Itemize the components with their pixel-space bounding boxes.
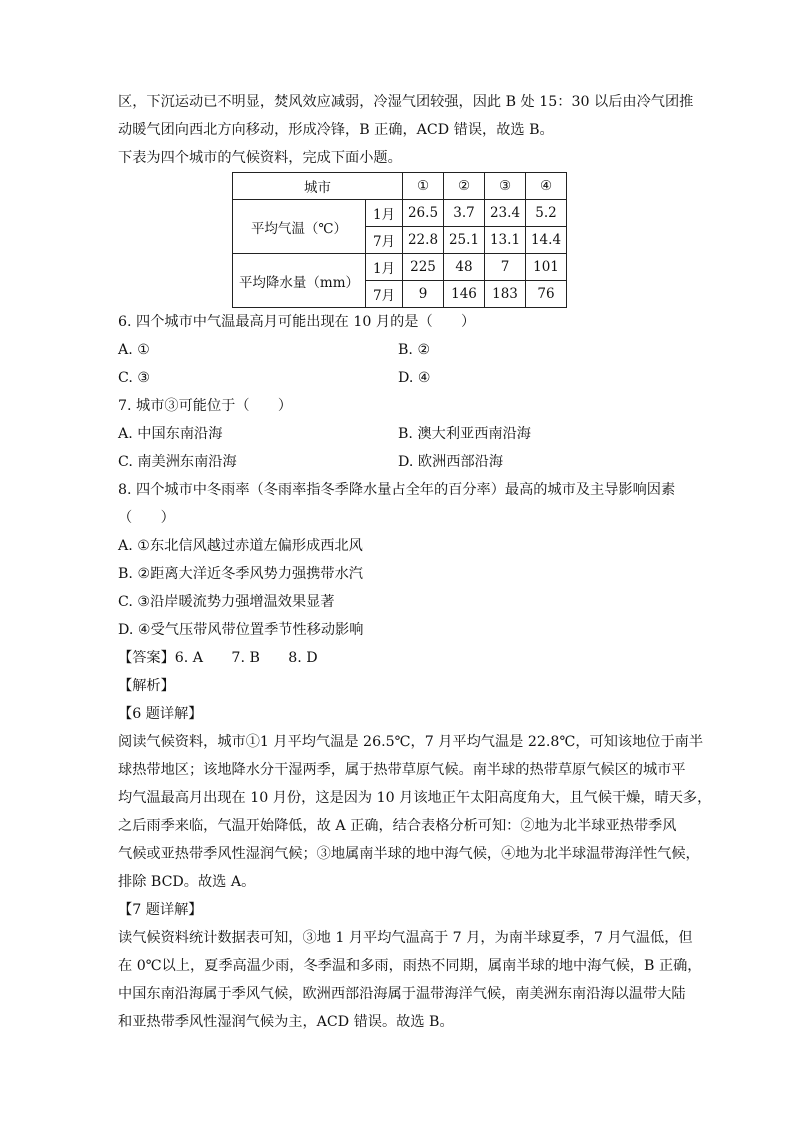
month-jul: 7月 <box>366 281 403 308</box>
option-d: D. ④ <box>398 370 431 386</box>
question-6-options-row-2 <box>118 364 678 392</box>
option-b: B. ②距离大洋近冬季风势力强携带水汽 <box>118 566 363 582</box>
analysis-label: 【解析】 <box>118 678 175 694</box>
table-cell: 5.2 <box>526 200 567 227</box>
answer-line: 【答案】6. A 7. B 8. D <box>118 650 318 666</box>
question-8-blank: （ ） <box>118 510 175 526</box>
option-c: C. 南美洲东南沿海 <box>118 454 237 470</box>
q6-detail-line: 球热带地区；该地降水分干湿两季，属于热带草原气候。南半球的热带草原气候区的城市平 <box>118 762 686 778</box>
q7-detail-line: 中国东南沿海属于季风气候，欧洲西部沿海属于温带海洋气候，南美洲东南沿海以温带大陆 <box>118 986 686 1002</box>
option-d: D. ④受气压带风带位置季节性移动影响 <box>118 622 364 638</box>
table-cell: 23.4 <box>485 200 526 227</box>
table-cell: 9 <box>403 281 444 308</box>
intro-line-2: 动暖气团向西北方向移动，形成冷锋，B 正确，ACD 错误，故选 B。 <box>118 122 554 138</box>
table-cell: 48 <box>444 254 485 281</box>
q6-detail-line: 之后雨季来临，气温开始降低，故 A 正确，结合表格分析可知：②地为北半球亚热带季风 <box>118 818 677 834</box>
question-6-options-row-1 <box>118 336 678 364</box>
question-7-options-row-1 <box>118 420 678 448</box>
question-7-options-row-2 <box>118 448 678 476</box>
q6-detail-label: 【6 题详解】 <box>118 706 203 722</box>
table-cell: 14.4 <box>526 227 567 254</box>
table-header-row <box>233 173 567 200</box>
question-8-stem: 8. 四个城市中冬雨率（冬雨率指冬季降水量占全年的百分率）最高的城市及主导影响因素 <box>118 482 676 498</box>
table-intro: 下表为四个城市的气候资料，完成下面小题。 <box>118 150 402 166</box>
table-cell: 225 <box>403 254 444 281</box>
header-city-1: ① <box>403 173 444 200</box>
month-jul: 7月 <box>366 227 403 254</box>
q7-detail-line: 读气候资料统计数据表可知，③地 1 月平均气温高于 7 月，为南半球夏季，7 月气温低，但 <box>118 930 693 946</box>
table-cell: 76 <box>526 281 567 308</box>
climate-table <box>232 172 567 308</box>
table-cell: 22.8 <box>403 227 444 254</box>
q6-detail-line: 均气温最高月出现在 10 月份，这是因为 10 月该地正午太阳高度角大，且气候干燥，晴天多， <box>118 790 712 806</box>
header-city: 城市 <box>233 173 403 200</box>
temp-label: 平均气温（℃） <box>233 200 366 254</box>
option-d: D. 欧洲西部沿海 <box>398 454 504 470</box>
table-cell: 101 <box>526 254 567 281</box>
table-row <box>233 254 567 281</box>
option-c: C. ③沿岸暖流势力强增温效果显著 <box>118 594 335 610</box>
q6-detail-line: 阅读气候资料，城市①1 月平均气温是 26.5℃，7 月平均气温是 22.8℃，可知该地位于南半 <box>118 734 704 750</box>
header-city-4: ④ <box>526 173 567 200</box>
table-row <box>233 200 567 227</box>
table-cell: 25.1 <box>444 227 485 254</box>
table-cell: 3.7 <box>444 200 485 227</box>
month-jan: 1月 <box>366 200 403 227</box>
precip-label: 平均降水量（mm） <box>233 254 366 308</box>
question-6-stem: 6. 四个城市中气温最高月可能出现在 10 月的是（ ） <box>118 314 476 330</box>
option-a: A. 中国东南沿海 <box>118 426 223 442</box>
q7-detail-line: 在 0℃以上，夏季高温少雨，冬季温和多雨，雨热不同期，属南半球的地中海气候，B 正确， <box>118 958 702 974</box>
option-a: A. ① <box>118 342 150 358</box>
q6-detail-line: 气候或亚热带季风性湿润气候；③地属南半球的地中海气候，④地为北半球温带海洋性气候， <box>118 846 700 862</box>
q6-detail-line: 排除 BCD。故选 A。 <box>118 874 256 890</box>
table-cell: 26.5 <box>403 200 444 227</box>
month-jan: 1月 <box>366 254 403 281</box>
option-b: B. ② <box>398 342 431 358</box>
q7-detail-line: 和亚热带季风性湿润气候为主，ACD 错误。故选 B。 <box>118 1014 454 1030</box>
option-a: A. ①东北信风越过赤道左偏形成西北风 <box>118 538 363 554</box>
document-page <box>118 88 712 1036</box>
table-cell: 146 <box>444 281 485 308</box>
header-city-2: ② <box>444 173 485 200</box>
q7-detail-label: 【7 题详解】 <box>118 902 203 918</box>
option-b: B. 澳大利亚西南沿海 <box>398 426 531 442</box>
option-c: C. ③ <box>118 370 151 386</box>
table-cell: 7 <box>485 254 526 281</box>
header-city-3: ③ <box>485 173 526 200</box>
question-7-stem: 7. 城市③可能位于（ ） <box>118 398 293 414</box>
intro-line-1: 区，下沉运动已不明显，焚风效应减弱，冷湿气团较强，因此 B 处 15：30 以后由冷气团推 <box>118 94 694 110</box>
table-cell: 13.1 <box>485 227 526 254</box>
table-cell: 183 <box>485 281 526 308</box>
